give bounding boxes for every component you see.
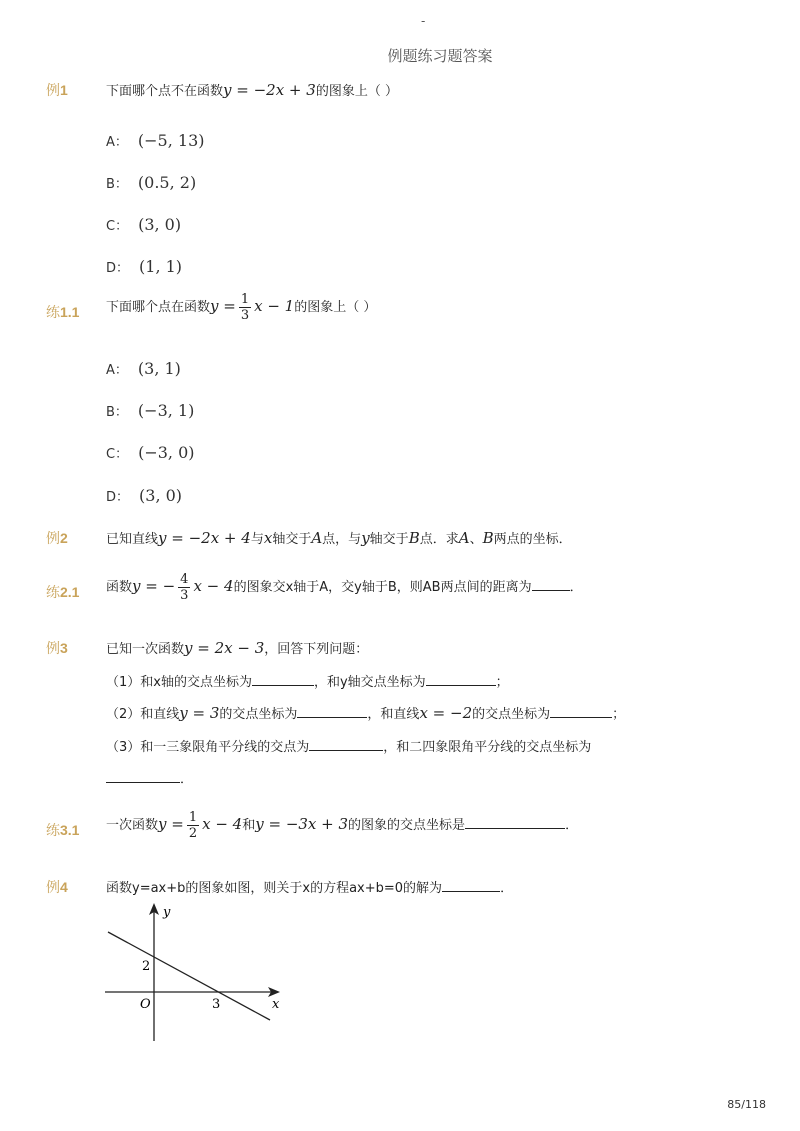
option-b[interactable]: B： (−3, 1) [106, 401, 195, 420]
function-line [108, 932, 270, 1020]
example-3-part-3: （3）和一三象限角平分线的交点为 ，和二四象限角平分线的交点坐标为 [106, 740, 592, 755]
y-intercept-label: 2 [142, 959, 151, 974]
option-d[interactable]: D： (1, 1) [106, 257, 183, 276]
example-2-question: 已知直线y = −2x + 4与x轴交于A点，与y轴交于B点．求A、B两点的坐标． [106, 529, 572, 547]
answer-blank[interactable] [426, 673, 496, 686]
example-3-label: 例3 [46, 640, 68, 656]
example-4-question: 函数y=ax+b的图象如图，则关于x的方程ax+b=0的解为 ． [106, 881, 514, 896]
formula: y = −2x + 3 [223, 81, 316, 99]
origin-label: O [140, 997, 151, 1012]
page-number: 85/118 [727, 1098, 766, 1111]
practice-3-1-label: 练3.1 [46, 822, 80, 838]
practice-1-1-question: 下面哪个点在函数y = $\frac{1}{3}$ x − 1的图象上（ ） [106, 292, 377, 323]
answer-blank[interactable] [465, 816, 565, 829]
example-2-label: 例2 [46, 530, 68, 546]
example-3-part-3-cont: ． [106, 768, 193, 787]
option-d[interactable]: D： (3, 0) [106, 486, 183, 505]
practice-2-1-label: 练2.1 [46, 584, 80, 600]
top-mark: - [421, 14, 426, 28]
example-4-label: 例4 [46, 879, 68, 895]
answer-blank[interactable] [532, 578, 570, 591]
option-b[interactable]: B： (0.5, 2) [106, 173, 197, 192]
page-header: 例题练习题答案 [387, 47, 493, 65]
example-3-question: 已知一次函数y = 2x − 3，回答下列问题： [106, 639, 369, 657]
answer-blank[interactable] [297, 705, 367, 718]
answer-blank[interactable] [550, 705, 612, 718]
option-a[interactable]: A： (−5, 13) [106, 131, 205, 150]
example-1-label: 例1 [46, 82, 68, 98]
example-3-part-1: （1）和x轴的交点坐标为 ，和y轴交点坐标为 ； [106, 675, 509, 690]
example-3-part-2: （2）和直线y = 3的交点坐标为 ，和直线x = −2的交点坐标为 ； [106, 704, 626, 722]
x-axis-label: x [272, 997, 280, 1012]
answer-blank[interactable] [442, 879, 500, 892]
function-graph [100, 898, 290, 1048]
answer-blank[interactable] [309, 738, 383, 751]
example-1-question: 下面哪个点不在函数y = −2x + 3的图象上（ ） [106, 81, 398, 99]
practice-3-1-question: 一次函数y = $\frac{1}{2}$ x − 4和y = −3x + 3的图象的交点坐标是 ． [106, 810, 579, 841]
option-c[interactable]: C： (−3, 0) [106, 443, 195, 462]
practice-2-1-question: 函数y = − $\frac{4}{3}$ x − 4的图象交x轴于A，交y轴于B，则AB两点间的距离为 ． [106, 572, 583, 603]
x-intercept-label: 3 [212, 997, 221, 1012]
fraction: $\frac{4}{3}$ [180, 572, 189, 603]
practice-1-1-label: 练1.1 [46, 304, 80, 320]
answer-blank[interactable] [252, 673, 314, 686]
answer-blank[interactable] [106, 770, 180, 783]
fraction: $\frac{1}{3}$ [240, 292, 250, 323]
option-c[interactable]: C： (3, 0) [106, 215, 182, 234]
fraction: $\frac{1}{2}$ [188, 810, 198, 841]
y-axis-label: y [163, 905, 171, 920]
option-a[interactable]: A： (3, 1) [106, 359, 181, 378]
